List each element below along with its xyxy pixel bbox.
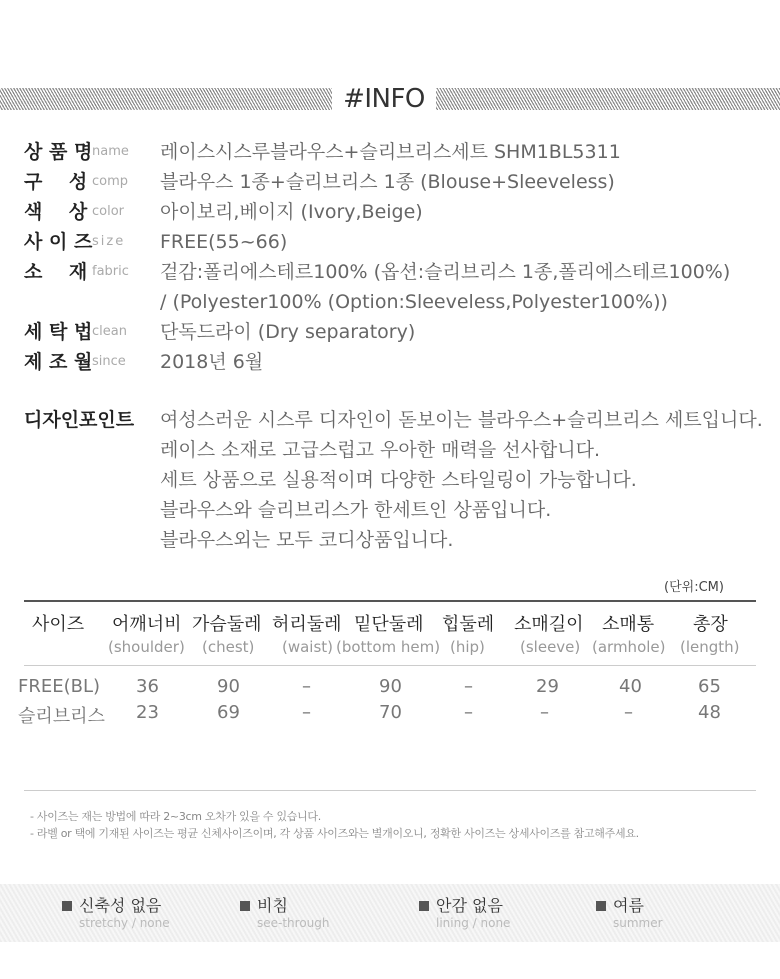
square-icon — [419, 901, 429, 911]
info-label-en: since — [92, 354, 126, 369]
table-cell: 슬리브리스 — [18, 706, 105, 727]
notes-rule — [24, 790, 756, 791]
table-cell: 65 — [698, 676, 721, 697]
square-icon — [240, 901, 250, 911]
sleeve-header: 소매길이 — [514, 614, 584, 635]
waist-header-en: (waist) — [282, 638, 334, 656]
feature-label: 안감 없음 — [436, 896, 503, 915]
armhole-header-en: (armhole) — [592, 638, 666, 656]
info-label: 상 품 명 — [24, 141, 93, 163]
table-top-rule — [24, 600, 756, 602]
chest-header-en: (chest) — [202, 638, 255, 656]
info-value: 겉감:폴리에스테르100% (옵션:슬리브리스 1종,폴리에스테르100%) — [160, 261, 731, 283]
info-value: 아이보리,베이지 (Ivory,Beige) — [160, 201, 423, 223]
table-cell: 69 — [217, 702, 240, 723]
table-cell: 40 — [619, 676, 642, 697]
info-value: 2018년 6월 — [160, 351, 264, 373]
design-point-line: 세트 상품으로 실용적이며 다양한 스타일링이 가능합니다. — [160, 469, 637, 491]
size-note: - 라벨 or 택에 기재된 사이즈는 평균 신체사이즈이며, 각 상품 사이즈와는 별개이오니, 정확한 사이즈는 상세사이즈를 참고해주세요. — [30, 827, 639, 840]
design-point-line: 여성스러운 시스루 디자인이 돋보이는 블라우스+슬리브리스 세트입니다. — [160, 409, 763, 431]
feature-label-en: see-through — [257, 916, 330, 930]
size-note: - 사이즈는 재는 방법에 따라 2~3cm 오차가 있을 수 있습니다. — [30, 810, 321, 823]
size-header: 사이즈 — [32, 614, 85, 635]
table-cell: 90 — [217, 676, 240, 697]
shoulder-header: 어깨너비 — [112, 614, 182, 635]
design-point-line: 블라우스외는 모두 코디상품입니다. — [160, 529, 454, 551]
table-cell: 23 — [136, 702, 159, 723]
sleeve-header-en: (sleeve) — [520, 638, 581, 656]
feature-bar — [0, 884, 780, 942]
info-label-en: clean — [92, 324, 127, 339]
info-value: 단독드라이 (Dry separatory) — [160, 321, 416, 343]
design-point-label: 디자인포인트 — [24, 409, 135, 431]
waist-header: 허리둘레 — [272, 614, 342, 635]
info-label-en: size — [92, 234, 126, 249]
info-label: 소 재 — [24, 261, 88, 283]
chest-header: 가슴둘레 — [192, 614, 262, 635]
table-cell: – — [624, 702, 633, 723]
table-cell: – — [302, 702, 311, 723]
info-label: 세 탁 법 — [24, 321, 93, 343]
info-label: 사 이 즈 — [24, 231, 93, 253]
table-cell: FREE(BL) — [18, 676, 101, 697]
info-value: FREE(55~66) — [160, 231, 288, 253]
info-value: 레이스시스루블라우스+슬리브리스세트 SHM1BL5311 — [160, 141, 621, 163]
table-cell: – — [540, 702, 549, 723]
info-title: #INFO — [332, 84, 436, 114]
table-cell: – — [464, 676, 473, 697]
info-label-en: comp — [92, 174, 129, 189]
feature-label-en: summer — [613, 916, 663, 930]
table-cell: 29 — [536, 676, 559, 697]
square-icon — [596, 901, 606, 911]
info-value: 블라우스 1종+슬리브리스 1종 (Blouse+Sleeveless) — [160, 171, 615, 193]
info-label-en: name — [92, 144, 129, 159]
feature-label-en: lining / none — [436, 916, 511, 930]
bottom-hem-header-en: (bottom hem) — [336, 638, 441, 656]
table-header-rule — [24, 665, 756, 666]
info-label: 색 상 — [24, 201, 88, 223]
table-cell: – — [302, 676, 311, 697]
info-label-en: color — [92, 204, 125, 219]
hip-header: 힙둘레 — [442, 614, 495, 635]
info-label: 구 성 — [24, 171, 88, 193]
design-point-line: 블라우스와 슬리브리스가 한세트인 상품입니다. — [160, 499, 552, 521]
feature-label: 비침 — [257, 896, 288, 915]
design-point-line: 레이스 소재로 고급스럽고 우아한 매력을 선사합니다. — [160, 439, 601, 461]
info-value-2: / (Polyester100% (Option:Sleeveless,Polyester100%)) — [160, 291, 668, 313]
shoulder-header-en: (shoulder) — [108, 638, 185, 656]
table-cell: 36 — [136, 676, 159, 697]
feature-label: 신축성 없음 — [79, 896, 162, 915]
bottom-hem-header: 밑단둘레 — [354, 614, 424, 635]
info-label-en: fabric — [92, 264, 129, 279]
length-header-en: (length) — [680, 638, 740, 656]
hip-header-en: (hip) — [450, 638, 485, 656]
feature-label-en: stretchy / none — [79, 916, 170, 930]
table-cell: 70 — [379, 702, 402, 723]
info-label: 제 조 월 — [24, 351, 93, 373]
size-unit: (단위:CM) — [664, 580, 724, 595]
table-cell: – — [464, 702, 473, 723]
feature-label: 여름 — [613, 896, 644, 915]
square-icon — [62, 901, 72, 911]
table-cell: 48 — [698, 702, 721, 723]
table-cell: 90 — [379, 676, 402, 697]
armhole-header: 소매통 — [602, 614, 655, 635]
length-header: 총장 — [693, 614, 728, 635]
